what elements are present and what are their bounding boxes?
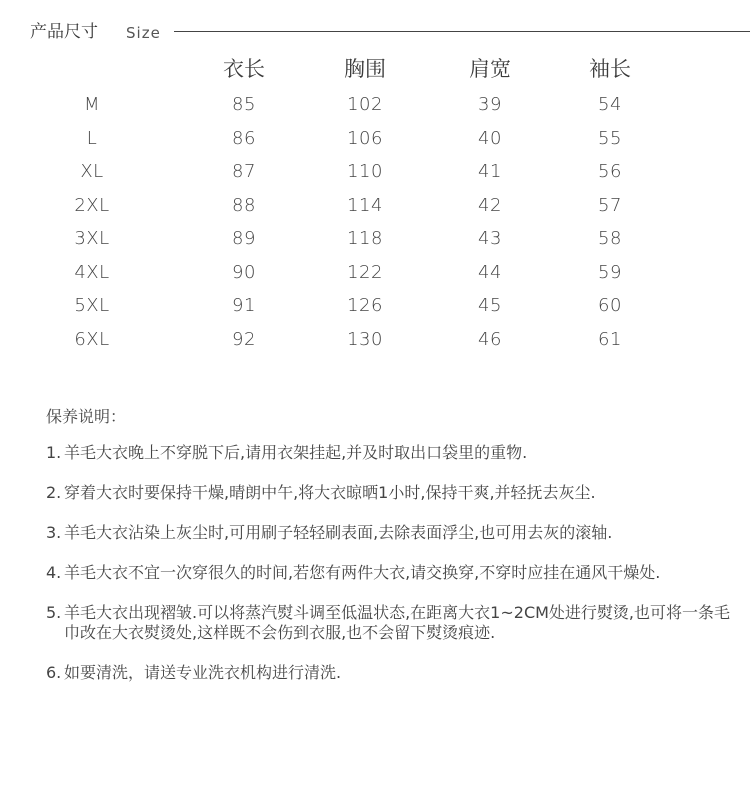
size-label: L xyxy=(86,127,98,149)
care-item-text: 羊毛大衣出现褶皱.可以将蒸汽熨斗调至低温状态,在距离大衣1~2CM处进行熨烫,也可将一条毛巾改在大衣熨烫处,这样既不会伤到衣服,也不会留下熨烫痕迹. xyxy=(64,603,731,642)
size-label: XL xyxy=(80,161,104,182)
section-title: 产品尺寸 xyxy=(30,22,98,42)
care-item-number: 5. xyxy=(46,603,62,622)
section-subtitle: Size xyxy=(126,24,161,42)
table-row xyxy=(0,289,750,323)
table-header-row xyxy=(0,52,750,88)
table-row xyxy=(0,323,750,357)
table-row xyxy=(0,222,750,256)
measurement-cell: 61 xyxy=(598,328,622,350)
size-table xyxy=(0,52,750,356)
size-label: 5XL xyxy=(74,295,110,316)
measurement-cell: 46 xyxy=(478,328,502,350)
list-item xyxy=(46,603,736,643)
measurement-cell: 118 xyxy=(347,228,383,249)
measurement-cell: 90 xyxy=(232,261,256,283)
measurement-cell: 60 xyxy=(598,295,622,316)
care-item-number: 4. xyxy=(46,563,62,582)
care-item-text: 穿着大衣时要保持干燥,晴朗中午,将大衣晾晒1小时,保持干爽,并轻抚去灰尘. xyxy=(64,483,596,502)
care-item-number: 6. xyxy=(46,663,62,682)
measurement-cell: 110 xyxy=(347,161,383,182)
size-label: 6XL xyxy=(74,328,110,350)
measurement-cell: 85 xyxy=(232,94,256,115)
care-item-text: 如要清洗，请送专业洗衣机构进行清洗. xyxy=(64,663,342,682)
table-row xyxy=(0,189,750,223)
measurement-cell: 92 xyxy=(232,328,256,350)
care-list xyxy=(46,443,736,683)
measurement-cell: 42 xyxy=(478,194,502,216)
measurement-cell: 86 xyxy=(232,127,256,149)
measurement-cell: 102 xyxy=(347,94,383,115)
measurement-cell: 45 xyxy=(478,295,502,316)
measurement-cell: 43 xyxy=(478,228,502,249)
table-row xyxy=(0,155,750,189)
measurement-cell: 40 xyxy=(478,127,502,149)
measurement-cell: 88 xyxy=(232,194,256,216)
measurement-cell: 89 xyxy=(232,228,256,249)
measurement-cell: 55 xyxy=(598,127,622,149)
care-item-text: 羊毛大衣晚上不穿脱下后,请用衣架挂起,并及时取出口袋里的重物. xyxy=(64,443,528,462)
measurement-cell: 56 xyxy=(598,161,622,182)
measurement-cell: 59 xyxy=(598,261,622,283)
size-label: 3XL xyxy=(74,228,110,249)
care-item-number: 3. xyxy=(46,523,62,542)
list-item xyxy=(46,443,736,463)
header-divider xyxy=(174,31,750,32)
table-header-cell: 肩宽 xyxy=(469,57,511,81)
measurement-cell: 44 xyxy=(478,261,502,283)
measurement-cell: 54 xyxy=(598,94,622,115)
measurement-cell: 114 xyxy=(347,194,383,216)
care-title: 保养说明： xyxy=(46,407,127,426)
size-label: 4XL xyxy=(74,261,110,283)
measurement-cell: 87 xyxy=(232,161,256,182)
care-instructions xyxy=(46,403,736,703)
table-row xyxy=(0,88,750,122)
list-item xyxy=(46,523,736,543)
table-header-cell: 衣长 xyxy=(223,57,265,81)
care-item-text: 羊毛大衣沾染上灰尘时,可用刷子轻轻刷表面,去除表面浮尘,也可用去灰的滚轴. xyxy=(64,523,613,542)
list-item xyxy=(46,563,736,583)
table-row xyxy=(0,122,750,156)
table-row xyxy=(0,256,750,290)
list-item xyxy=(46,483,736,503)
measurement-cell: 126 xyxy=(347,295,383,316)
measurement-cell: 130 xyxy=(347,328,383,350)
size-label: M xyxy=(83,94,101,115)
table-header-cell: 胸围 xyxy=(344,57,386,81)
measurement-cell: 106 xyxy=(347,127,383,149)
table-header-cell: 袖长 xyxy=(589,57,631,81)
size-label: 2XL xyxy=(74,194,110,216)
care-item-number: 2. xyxy=(46,483,62,502)
care-item-text: 羊毛大衣不宜一次穿很久的时间,若您有两件大衣,请交换穿,不穿时应挂在通风干燥处. xyxy=(64,563,661,582)
list-item xyxy=(46,663,736,683)
measurement-cell: 41 xyxy=(478,161,502,182)
measurement-cell: 58 xyxy=(598,228,622,249)
measurement-cell: 57 xyxy=(598,194,622,216)
measurement-cell: 122 xyxy=(347,261,383,283)
care-item-number: 1. xyxy=(46,443,62,462)
measurement-cell: 39 xyxy=(478,94,502,115)
measurement-cell: 91 xyxy=(232,295,256,316)
section-header xyxy=(30,18,750,48)
